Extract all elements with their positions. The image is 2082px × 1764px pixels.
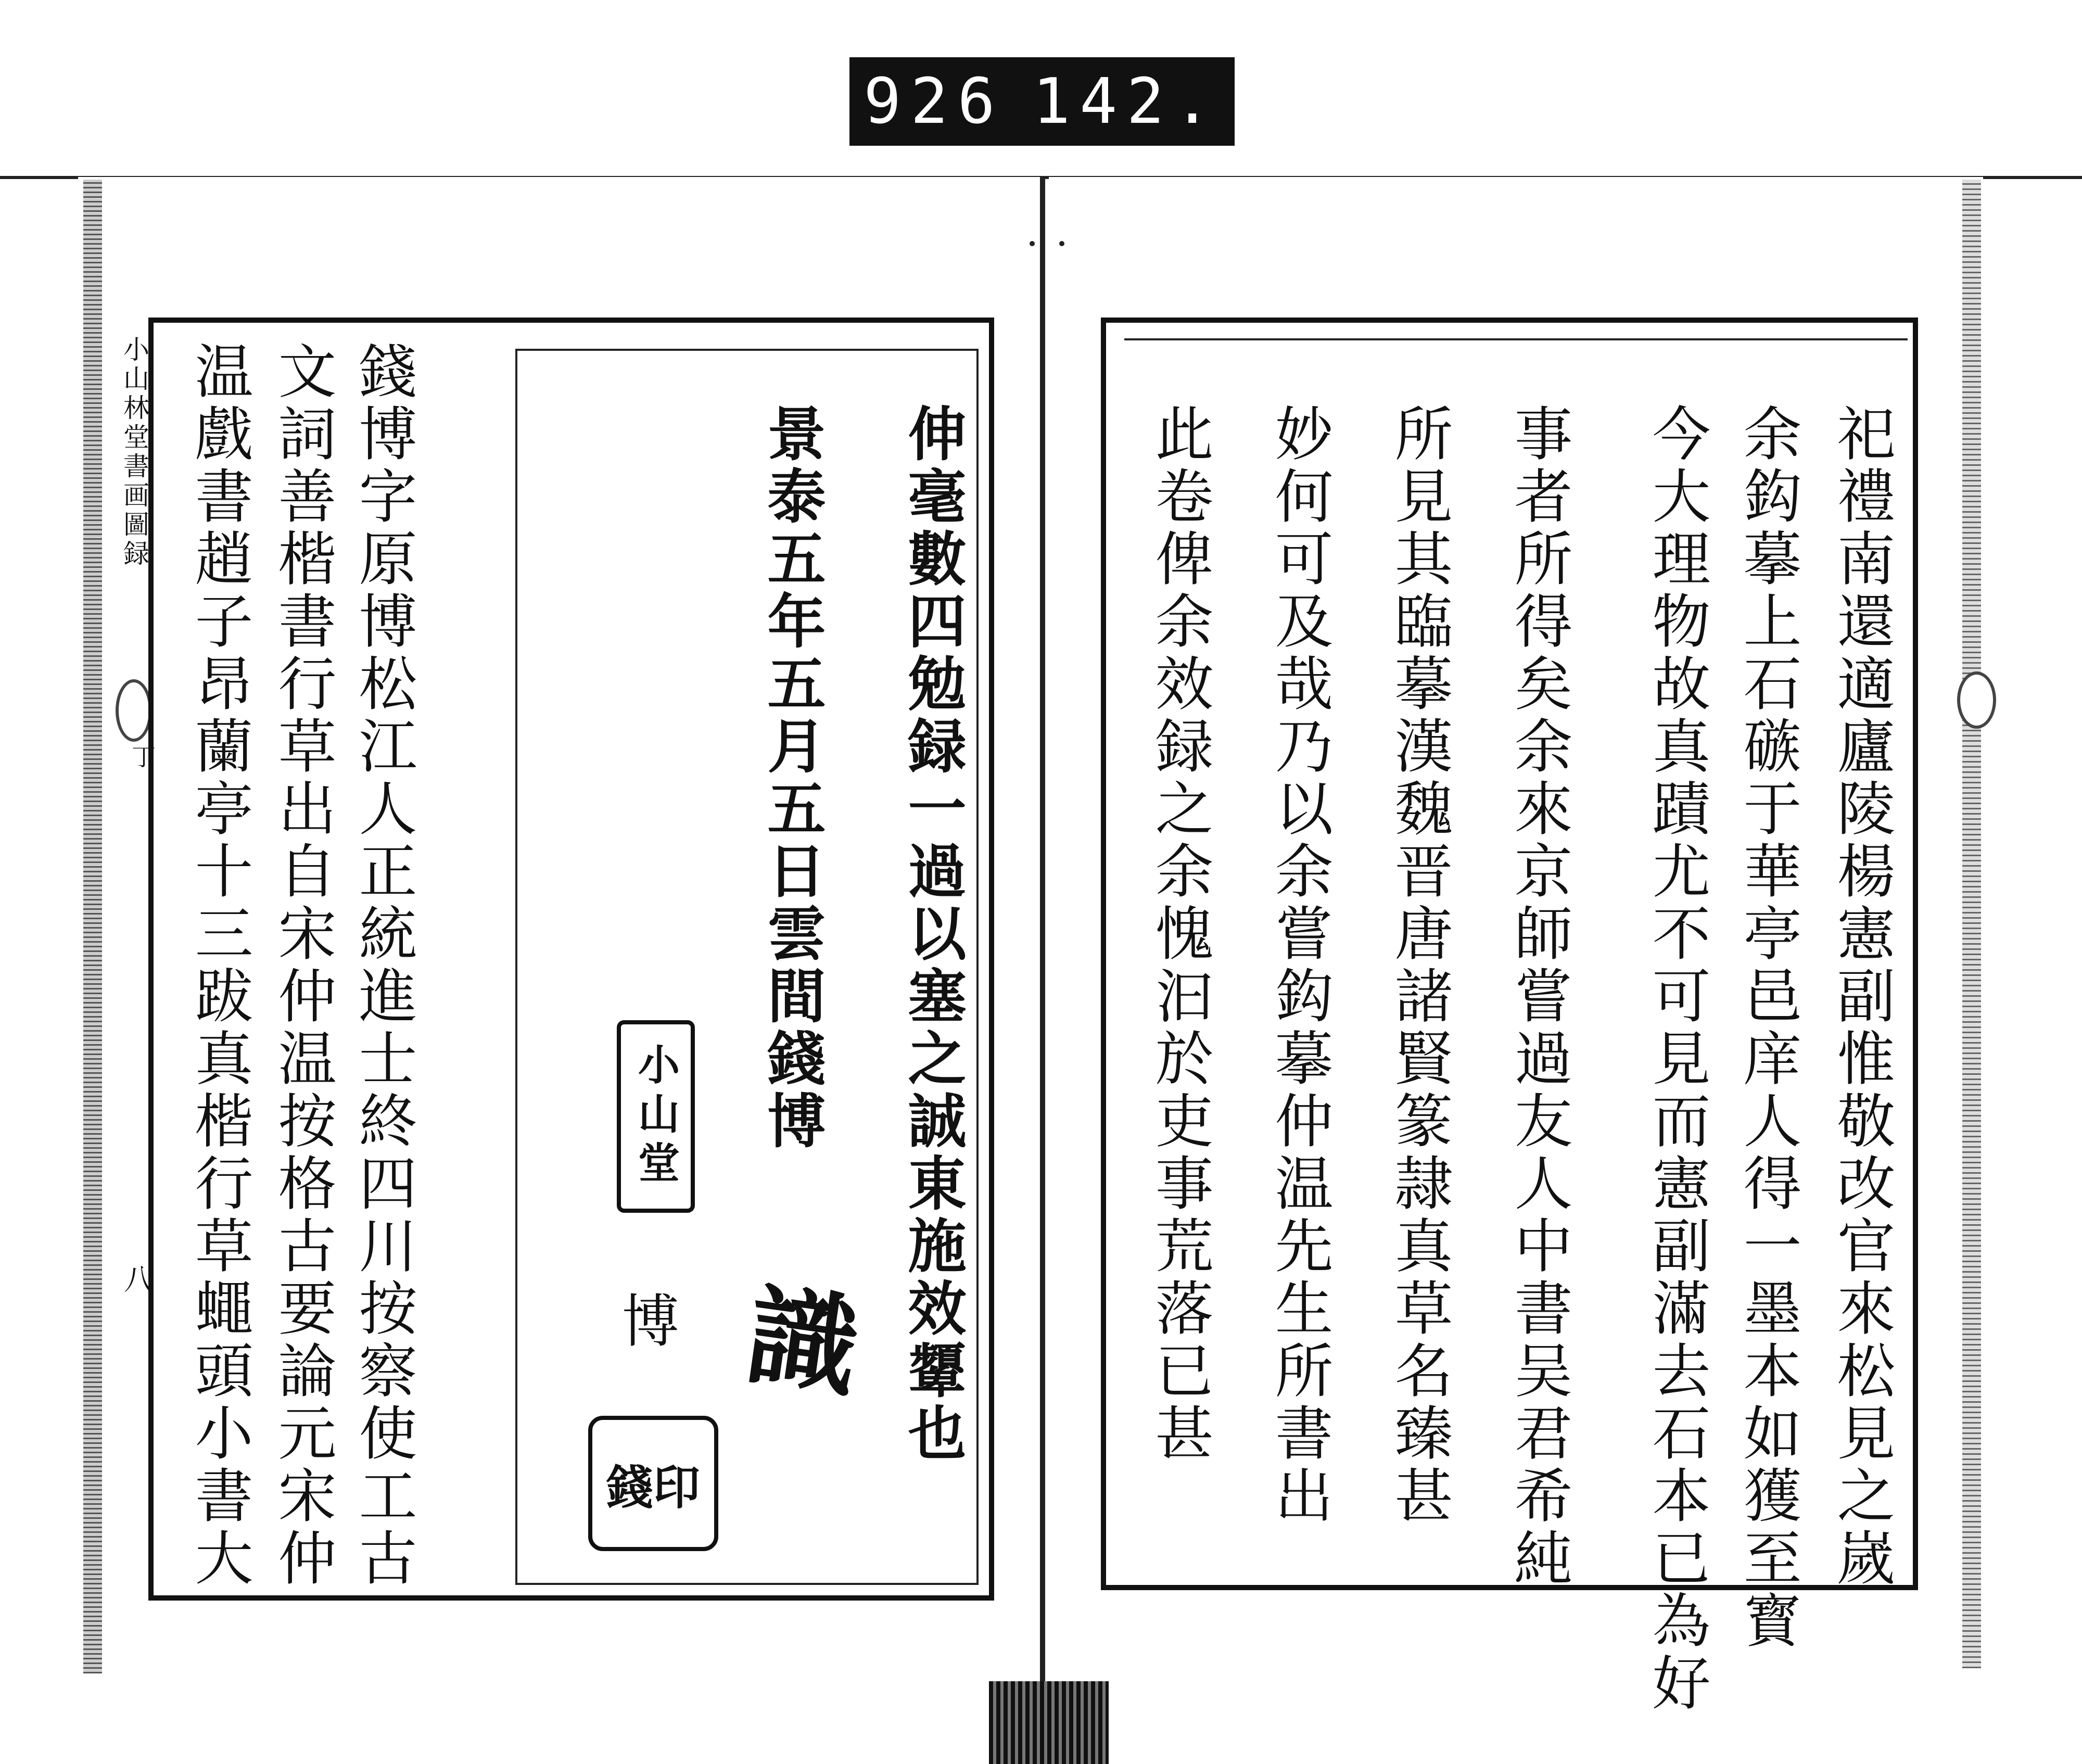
book-gutter	[1040, 177, 1045, 1681]
text-column: 祀禮南還適廬陵楊憲副惟敬改官來松見之嵗	[1827, 403, 1895, 1590]
punch-hole	[1030, 241, 1035, 246]
book-title: 小山林堂書画圖録	[119, 336, 149, 569]
archive-number-left: 926	[864, 65, 1005, 138]
text-column: 妙何可及哉乃以余嘗鈎摹仲温先生所書出	[1265, 403, 1333, 1528]
signature: 識	[740, 1270, 866, 1413]
left-page-edge	[83, 180, 102, 1673]
punch-hole	[1059, 241, 1064, 246]
text-column: 余鈎摹上石䃚于華亭邑庠人得一墨本如獲至寳	[1734, 403, 1801, 1653]
text-column: 事者所得矣余來京師嘗過友人中書吴君希純	[1505, 403, 1572, 1590]
archive-label	[849, 57, 1235, 146]
right-inner-rule	[1124, 338, 1908, 351]
text-column: 錢博字原博松江人正統進士終四川按察使工古	[349, 341, 417, 1590]
page-number: 八	[124, 1263, 153, 1297]
text-column: 文詞善楷書行草出自宋仲温按格古要論元宋仲	[269, 341, 336, 1590]
fold-mark: 丁	[128, 744, 156, 768]
text-column: 今大理物故真蹟尤不可見而憲副滿去石本已為好	[1643, 403, 1710, 1715]
text-column: 此卷俾余效録之余愧汩於吏事荒落已甚	[1146, 403, 1213, 1465]
text-column: 伸毫數四勉録一過以塞之誠東施效顰也	[898, 403, 967, 1465]
text-column: 景泰五年五月五日雲間錢博	[758, 403, 826, 1153]
seal-stamp: 錢印	[588, 1416, 718, 1551]
seal-stamp: 小山堂	[617, 1020, 695, 1213]
text-column: 温戲書趙子昂蘭亭十三跋真楷行草蠅頭小書大	[185, 341, 253, 1590]
right-page-edge	[1962, 180, 1981, 1668]
scanner-spine-shadow	[989, 1681, 1109, 1764]
right-binding-clip	[1957, 671, 1996, 729]
left-binding-clip	[116, 679, 152, 742]
text-column: 所見其臨摹漢魏晋唐諸賢篆隷真草名臻甚	[1385, 403, 1453, 1528]
archive-number-right: 142.	[1032, 65, 1221, 138]
seal-stamp: 博	[622, 1288, 679, 1355]
